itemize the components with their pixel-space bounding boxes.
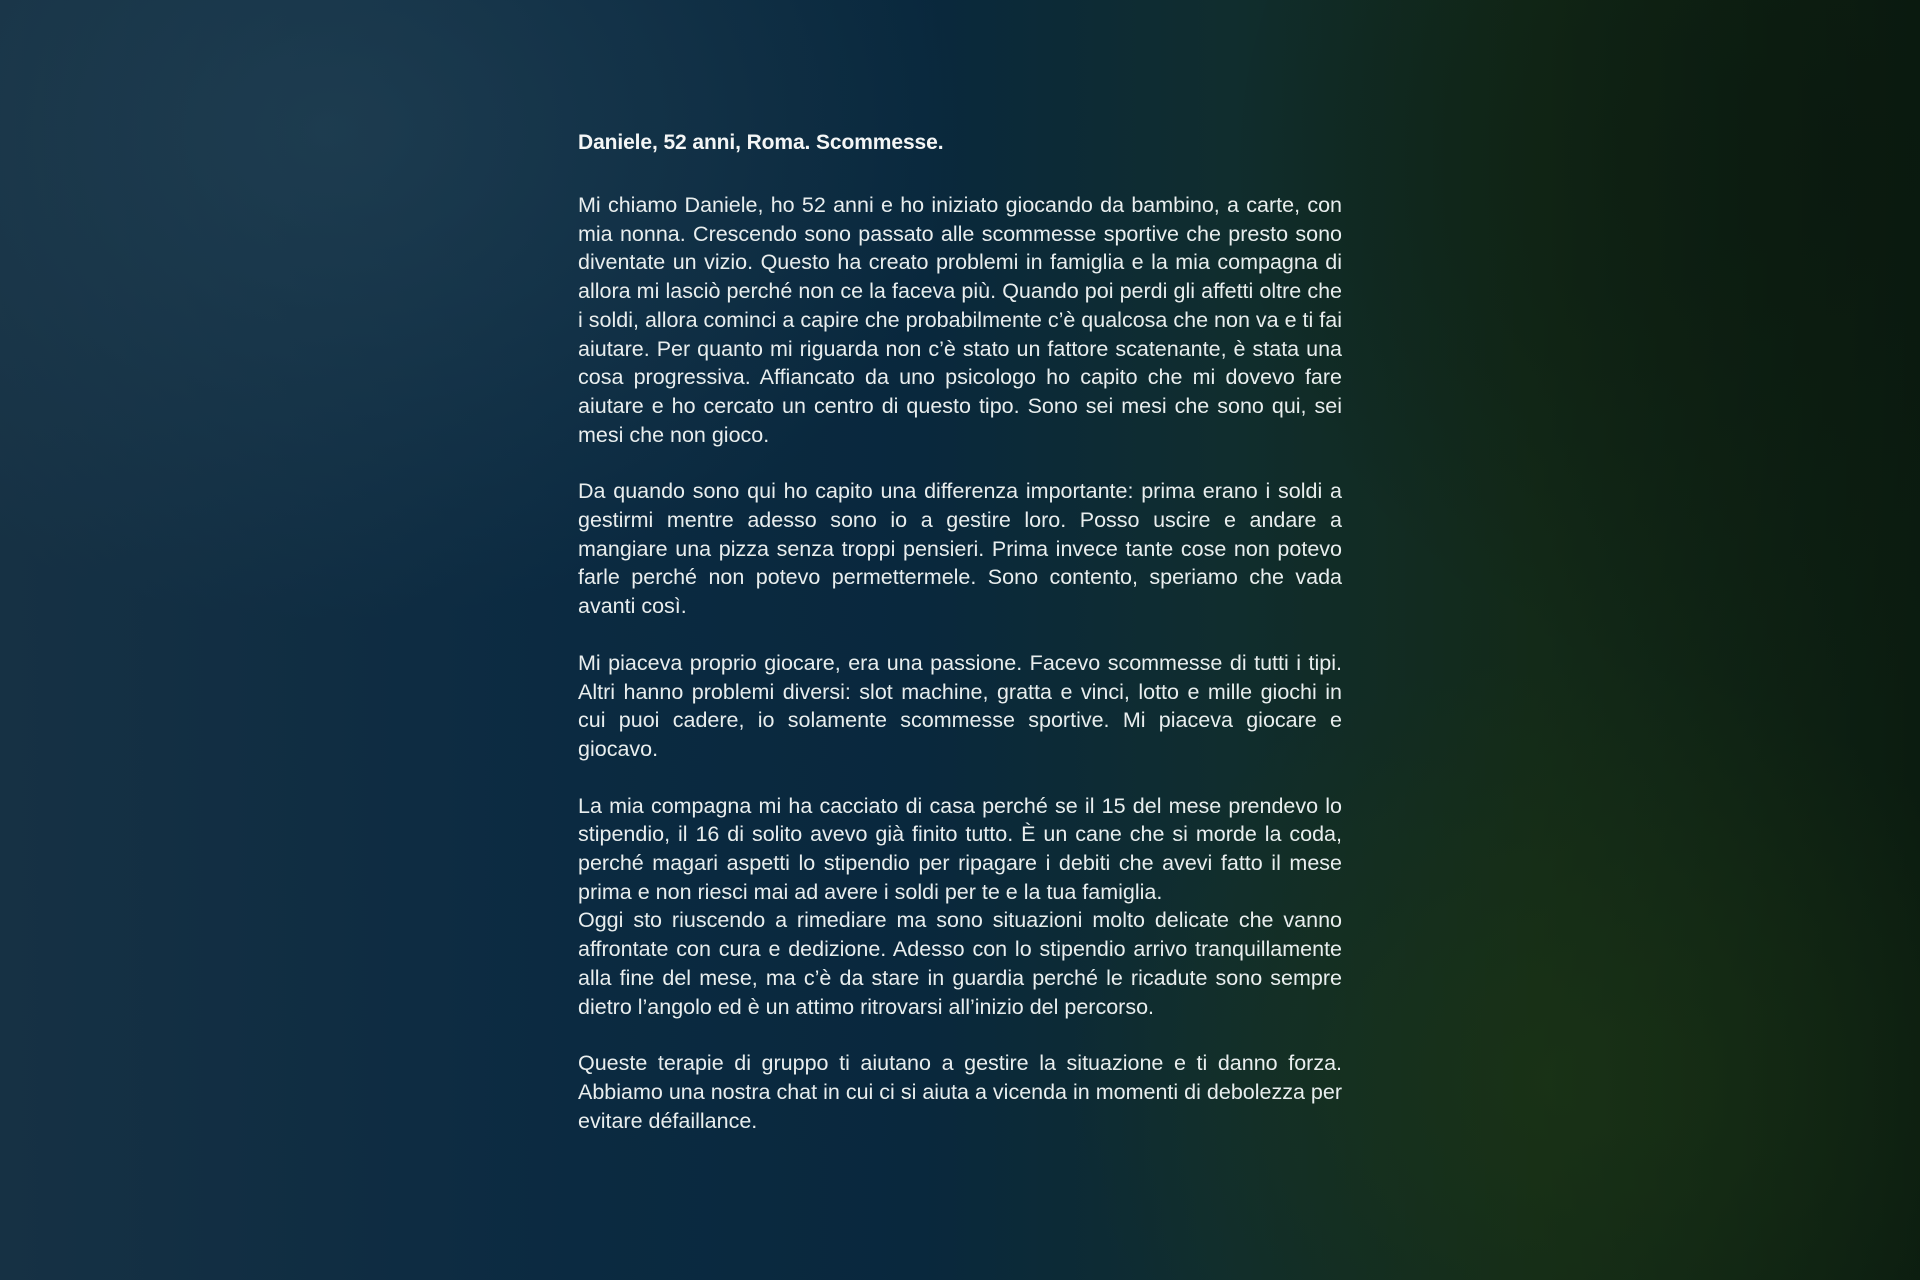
paragraph-today: Oggi sto riuscendo a rimediare ma sono situazioni molto delicate che vanno affrontate con cura e dedizione. Adesso con lo stipendio arrivo tranquillamente alla fine del mese, ma c’è da stare in guardia perché le ricadute sono sempre dietro l’angolo ed è un attimo ritrovarsi all’inizio del percorso. (578, 908, 1342, 1019)
paragraph-partner: La mia compagna mi ha cacciato di casa perché se il 15 del mese prendevo lo stipendio, il 16 di solito avevo già finito tutto. È un cane che si morde la coda, perché magari aspetti lo stipendio per ripagare i debiti che avevi fatto il mese prima e non riesci mai ad avere i soldi per te e la tua famiglia. (578, 793, 1342, 904)
paragraph-difference: Da quando sono qui ho capito una differenza importante: prima erano i soldi a gestirmi mentre adesso sono io a gestire loro. Posso uscire e andare a mangiare una pizza senza troppi pensieri. Prima invece tante cose non potevo farle perché non potevo permettermele. Sono contento, speriamo che vada avanti così. (578, 479, 1342, 619)
testimony-title: Daniele, 52 anni, Roma. Scommesse. (578, 131, 944, 154)
paragraph-intro: Mi chiamo Daniele, ho 52 anni e ho iniziato giocando da bambino, a carte, con mia nonna. Crescendo sono passato alle scommesse sportive che presto sono diventate un vizio. Questo ha creato problemi in famiglia e la mia compagna di allora mi lasciò perché non ce la faceva più. Quando poi perdi gli affetti oltre che i soldi, allora cominci a capire che probabilmente c’è qualcosa che non va e ti fai aiutare. Per quanto mi riguarda non c’è stato un fattore scatenante, è stata una cosa progressiva. Affiancato da uno psicologo ho capito che mi dovevo fare aiutare e ho cercato un centro di questo tipo. Sono sei mesi che sono qui, sei mesi che non gioco. (578, 193, 1342, 447)
paragraph-passion: Mi piaceva proprio giocare, era una passione. Facevo scommesse di tutti i tipi. Altri hanno problemi diversi: slot machine, gratta e vinci, lotto e mille giochi in cui puoi cadere, io solamente scommesse sportive. Mi piaceva giocare e giocavo. (578, 650, 1342, 761)
testimony-document (578, 129, 1342, 1163)
paragraph-group-therapy: Queste terapie di gruppo ti aiutano a gestire la situazione e ti danno forza. Abbiamo una nostra chat in cui ci si aiuta a vicenda in momenti di debolezza per evitare défaillance. (578, 1051, 1342, 1133)
